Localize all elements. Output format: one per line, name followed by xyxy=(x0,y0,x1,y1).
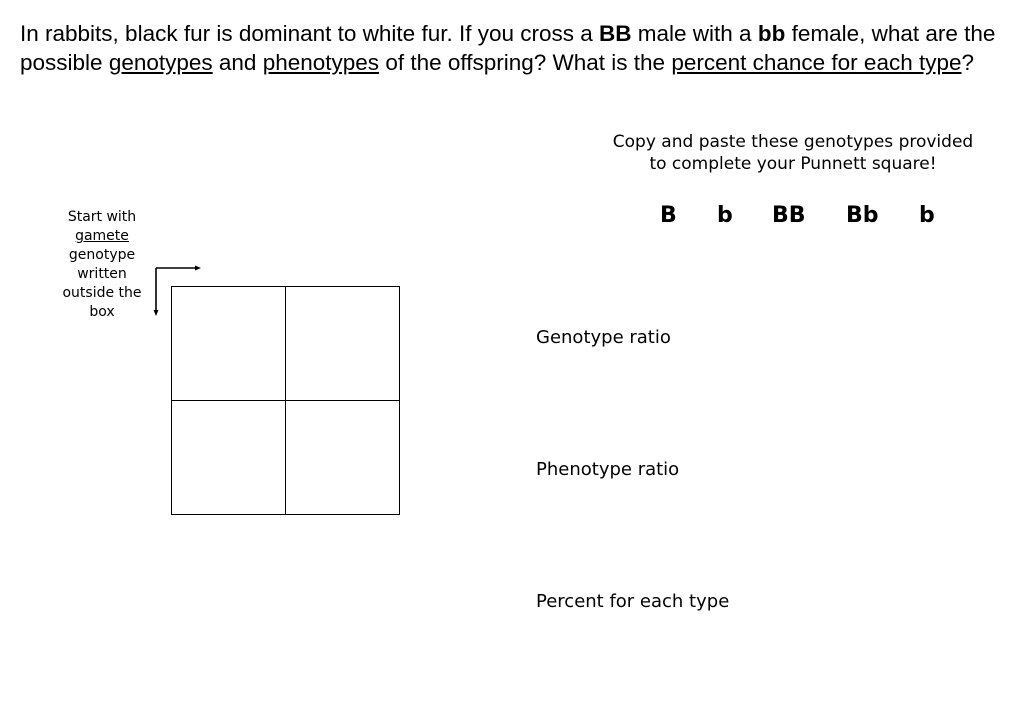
note-line: Start with xyxy=(67,209,137,225)
punnett-cell-bottom-left[interactable] xyxy=(172,401,286,515)
note-line-gamete: gamete xyxy=(75,228,129,244)
genotypes-term: genotypes xyxy=(108,50,213,75)
question-text-part: and xyxy=(212,50,263,75)
punnett-square xyxy=(171,286,400,515)
genotype-choice-b[interactable]: b xyxy=(717,203,733,228)
genotype-choice-B[interactable]: B xyxy=(660,203,677,228)
punnett-cell-top-left[interactable] xyxy=(172,287,286,401)
note-line: outside the xyxy=(62,285,142,301)
instructions-line: to complete your Punnett square! xyxy=(649,154,937,174)
percent-chance-term: percent chance for each type xyxy=(671,50,962,75)
punnett-cell-top-right[interactable] xyxy=(286,287,400,401)
note-line: box xyxy=(89,304,115,320)
female-genotype: bb xyxy=(757,21,786,46)
question-text xyxy=(20,19,1010,77)
question-text-part: male with a xyxy=(631,21,758,46)
note-line: genotype xyxy=(68,247,136,263)
question-text-part: ? xyxy=(961,50,975,75)
genotype-ratio-label: Genotype ratio xyxy=(536,327,671,348)
genotype-choice-Bb[interactable]: Bb xyxy=(846,203,879,228)
question-text-part: of the offspring? What is the xyxy=(379,50,672,75)
question-text-part: female, what are the possible xyxy=(20,21,996,75)
instructions-line: Copy and paste these genotypes provided xyxy=(612,132,974,152)
note-line: written xyxy=(77,266,127,282)
phenotypes-term: phenotypes xyxy=(262,50,380,75)
question-text-part: In rabbits, black fur is dominant to white fur. If you cross a xyxy=(20,21,600,46)
male-genotype: BB xyxy=(599,21,632,46)
percent-each-type-label: Percent for each type xyxy=(536,591,730,612)
genotype-choice-BB[interactable]: BB xyxy=(772,203,806,228)
genotype-choice-b-second[interactable]: b xyxy=(919,203,935,228)
phenotype-ratio-label: Phenotype ratio xyxy=(536,459,680,480)
gamete-instruction-note xyxy=(52,208,152,322)
copy-paste-instructions xyxy=(580,131,1006,175)
punnett-cell-bottom-right[interactable] xyxy=(286,401,400,515)
